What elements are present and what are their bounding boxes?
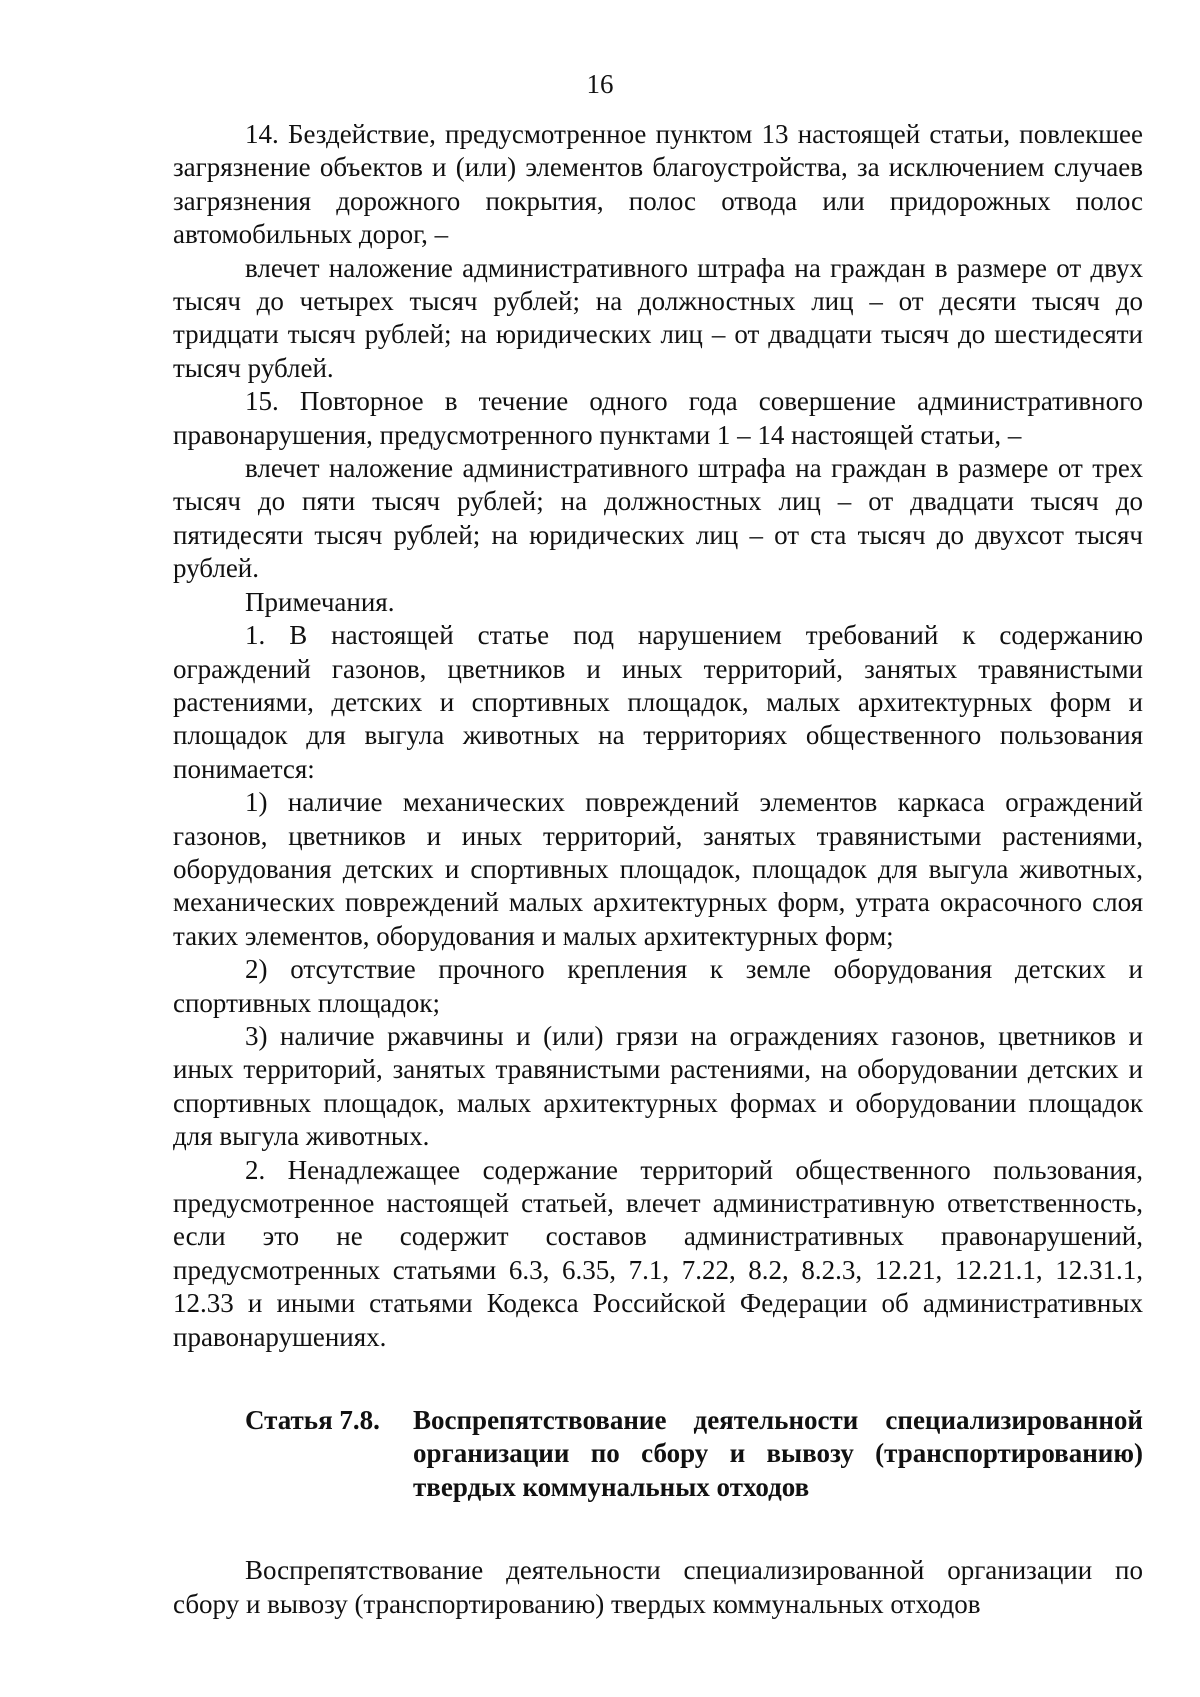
paragraph-item-15: 15. Повторное в течение одного года совершение административного правонарушения, предусмотренного пунктами 1 – 14 настоящей статьи, – bbox=[173, 386, 1143, 450]
paragraph-penalty-14: влечет наложение административного штрафа на граждан в размере от двух тысяч до четырех тысяч рублей; на должностных лиц – от десяти тысяч до тридцати тысяч рублей; на юридических лиц – от двадцати тысяч до шестидесяти тысяч рублей. bbox=[173, 252, 1143, 383]
document-body bbox=[173, 118, 1143, 1621]
note-1-subitem-2: 2) отсутствие прочного крепления к земле оборудования детских и спортивных площадок; bbox=[173, 954, 1143, 1018]
article-body-paragraph: Воспрепятствование деятельности специализированной организации по сбору и вывозу (транспортированию) твердых коммунальных отходов bbox=[173, 1555, 1143, 1619]
article-number: Статья 7.8. bbox=[245, 1405, 380, 1436]
note-1-subitem-3: 3) наличие ржавчины и (или) грязи на ограждениях газонов, цветников и иных территорий, занятых травянистыми растениями, на оборудовании детских и спортивных площадок, малых архитектурных формах и оборудовании площадок для выгула животных. bbox=[173, 1020, 1143, 1152]
article-title: Воспрепятствование деятельности специализированной организации по сбору и вывозу (транспортированию) твердых коммунальных отходов bbox=[413, 1405, 1143, 1502]
note-1: 1. В настоящей статье под нарушением требований к содержанию ограждений газонов, цветников и иных территорий, занятых травянистыми растениями, детских и спортивных площадок, малых архитектурных форм и площадок для выгула животных на территориях общественного пользования понимается: bbox=[173, 620, 1143, 784]
page-number: 16 bbox=[586, 69, 614, 99]
paragraph-item-14: 14. Бездействие, предусмотренное пунктом 13 настоящей статьи, повлекшее загрязнение объектов и (или) элементов благоустройства, за исключением случаев загрязнения дорожного покрытия, полос отвода или придорожных полос автомобильных дорог, – bbox=[173, 119, 1143, 250]
note-1-subitem-1: 1) наличие механических повреждений элементов каркаса ограждений газонов, цветников и иных территорий, занятых травянистыми растениями, оборудования детских и спортивных площадок, площадок для выгула животных, механических повреждений малых архитектурных форм, утрата окрасочного слоя таких элементов, оборудования и малых архитектурных форм; bbox=[173, 787, 1143, 951]
notes-heading: Примечания. bbox=[245, 586, 395, 617]
article-heading bbox=[173, 1404, 1143, 1504]
note-2: 2. Ненадлежащее содержание территорий общественного пользования, предусмотренное настоящей статьей, влечет административную ответственность, если это не содержит составов административных правонарушений, предусмотренных статьями 6.3, 6.35, 7.1, 7.22, 8.2, 8.2.3, 12.21, 12.21.1, 12.31.1, 12.33 и иными статьями Кодекса Российской Федерации об административных правонарушениях. bbox=[173, 1154, 1143, 1352]
paragraph-penalty-15: влечет наложение административного штрафа на граждан в размере от трех тысяч до пяти тысяч рублей; на должностных лиц – от двадцати тысяч до пятидесяти тысяч рублей; на юридических лиц – от ста тысяч до двухсот тысяч рублей. bbox=[173, 453, 1143, 584]
